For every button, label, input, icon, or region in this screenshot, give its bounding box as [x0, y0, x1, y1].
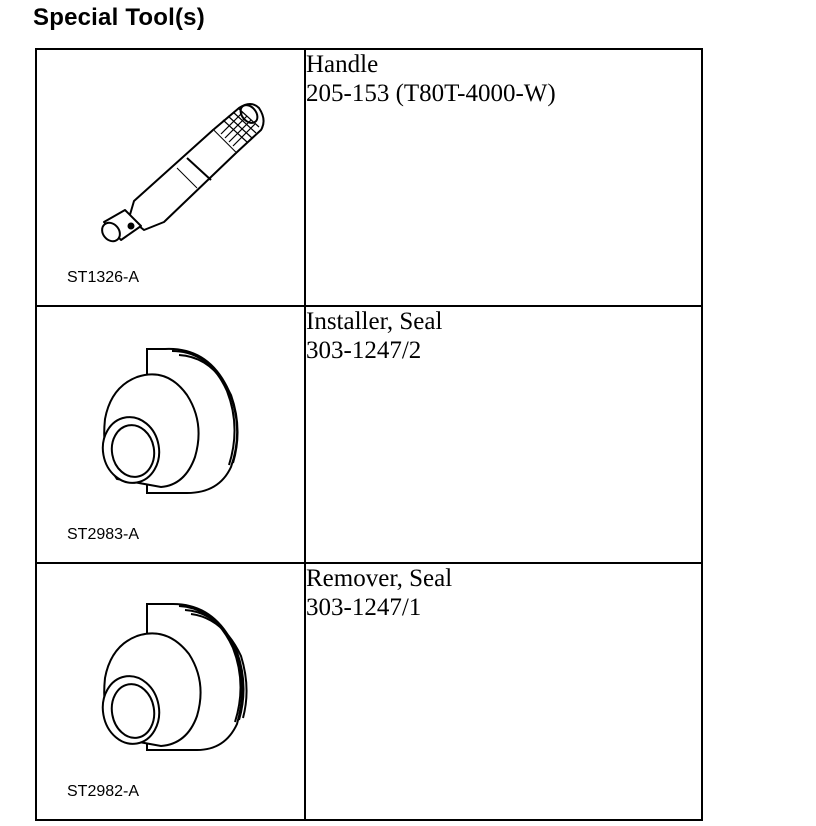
tool-description-cell	[305, 49, 702, 306]
tool-image-cell	[36, 306, 305, 563]
table-row	[36, 306, 702, 563]
tool-description-cell	[305, 306, 702, 563]
tool-number: 303-1247/2	[306, 337, 422, 364]
tool-name: Handle	[306, 51, 379, 78]
page-title: Special Tool(s)	[33, 4, 205, 31]
tool-code: ST2982-A	[67, 783, 140, 800]
tool-number: 303-1247/1	[306, 594, 422, 621]
tool-number: 205-153 (T80T-4000-W)	[306, 80, 556, 107]
tool-image-cell	[36, 49, 305, 306]
table-row	[36, 49, 702, 306]
seal-installer-icon	[37, 307, 304, 562]
tool-code: ST1326-A	[67, 269, 140, 286]
seal-remover-icon	[37, 564, 304, 819]
handle-tool-icon	[37, 50, 304, 305]
tool-code: ST2983-A	[67, 526, 140, 543]
tool-description-cell	[305, 563, 702, 820]
tool-name: Installer, Seal	[306, 308, 443, 335]
table-row	[36, 563, 702, 820]
special-tools-table	[35, 48, 703, 821]
tool-image-cell	[36, 563, 305, 820]
tool-name: Remover, Seal	[306, 565, 453, 592]
